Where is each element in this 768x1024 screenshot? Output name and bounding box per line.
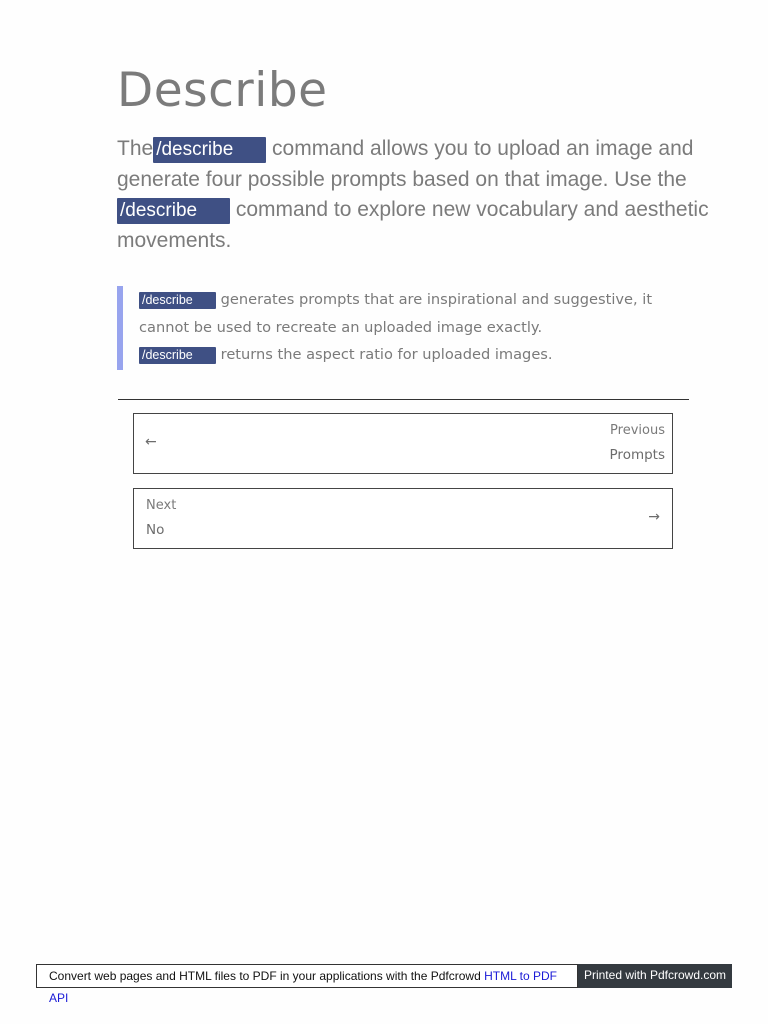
previous-page-link[interactable] (133, 413, 673, 474)
intro-text-2: command allows you to upload an image and generate four possible prompts based on that image. Use the (117, 137, 694, 191)
note-line (139, 286, 687, 341)
arrow-right-icon: → (648, 509, 660, 525)
html-to-pdf-api-link[interactable]: HTML to PDF API (49, 969, 557, 1005)
printed-with-badge[interactable]: Printed with Pdfcrowd.com (578, 964, 732, 988)
intro-paragraph (117, 134, 737, 257)
page-title: Describe (117, 63, 328, 118)
pdfcrowd-footer (36, 964, 732, 1005)
footer-text: Convert web pages and HTML files to PDF in your applications with the Pdfcrowd (49, 969, 485, 983)
next-page-link[interactable] (133, 488, 673, 549)
note-text: returns the aspect ratio for uploaded images. (216, 346, 553, 363)
describe-command-code: /describe (117, 198, 230, 224)
describe-command-code: /describe (153, 137, 266, 163)
footer-notice (36, 964, 578, 1005)
arrow-left-icon: ← (145, 434, 157, 450)
intro-text-1: The (117, 137, 154, 160)
next-label: Next (146, 498, 177, 513)
intro-text-3: command to explore new vocabulary and aesthetic movements. (117, 198, 709, 253)
note-blockquote (117, 286, 687, 370)
divider (118, 399, 689, 400)
previous-label: Previous (610, 423, 665, 438)
describe-command-code: /describe (139, 292, 216, 309)
describe-command-code: /describe (139, 347, 216, 364)
previous-title: Prompts (609, 447, 665, 463)
note-line (139, 341, 687, 369)
next-title: No (146, 522, 165, 538)
note-text: generates prompts that are inspirational and suggestive, it cannot be used to recreate an uploaded image exactly. (139, 291, 653, 336)
